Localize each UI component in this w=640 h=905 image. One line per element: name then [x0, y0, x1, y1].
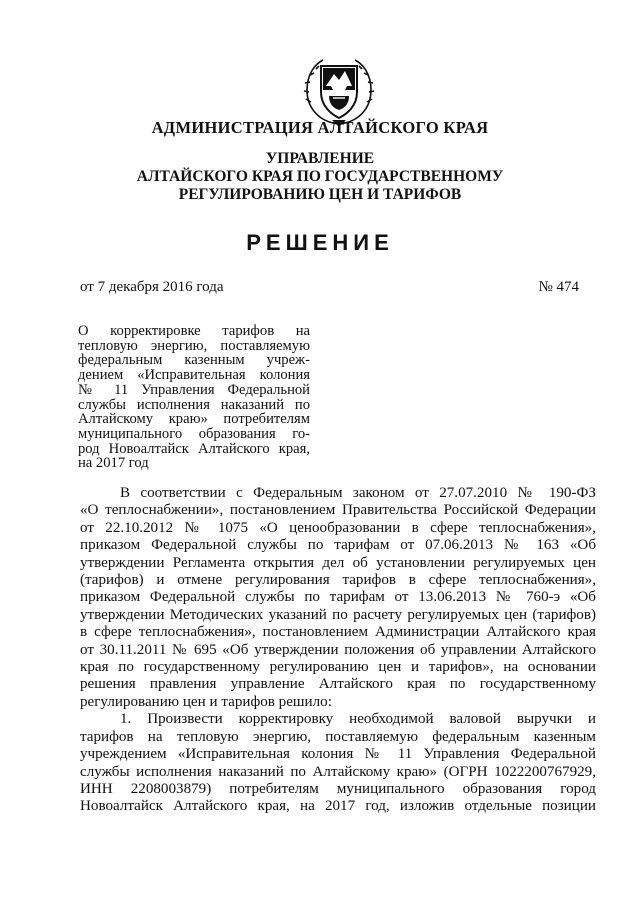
decision-number: № 474: [538, 279, 579, 295]
body-line: 1. Произвести корректировку необходимой валовой выручки и: [120, 711, 596, 728]
subject-line: службы исполнения наказаний по: [78, 396, 310, 413]
body-line: утверждении Регламента открытия дел об установлении регулируемых цен: [80, 554, 596, 571]
subject-line: муниципального образования го-: [78, 425, 310, 442]
body-line: от 30.11.2011 № 695 «Об утверждении положения об управлении Алтайского: [80, 641, 596, 658]
subject-line: федеральным казенным учреж-: [78, 352, 310, 369]
body-line: Новоалтайск Алтайского края, на 2017 год, изложив отдельные позиции: [80, 798, 596, 815]
body-line: В соответствии с Федеральным законом от 27.07.2010 № 190-ФЗ: [120, 485, 596, 501]
coat-of-arms-emblem: [301, 52, 377, 128]
body-line: от 22.10.2012 № 1075 «О ценообразовании в сфере теплоснабжения»,: [80, 519, 596, 536]
body-line: приказом Федеральной службы по тарифам от 07.06.2013 № 163 «Об: [80, 537, 596, 554]
body-line: (тарифов) и отмене регулирования тарифов в сфере теплоснабжения»,: [80, 572, 596, 589]
body-text: [80, 485, 596, 816]
subject-block: [78, 324, 310, 471]
body-line: службы исполнения наказаний по Алтайскому краю» (ОГРН 1022200767929,: [80, 763, 596, 780]
body-line: приказом Федеральной службы по тарифам от 13.06.2013 № 760-э «Об: [80, 589, 596, 606]
document-type-title: РЕШЕНИЕ: [246, 230, 394, 255]
subject-line: О корректировке тарифов на: [78, 323, 310, 339]
department-name: [0, 150, 640, 204]
decision-date: от 7 декабря 2016 года: [80, 279, 224, 295]
body-line: регулированию цен и тарифов решило:: [80, 693, 332, 710]
body-line: «О теплоснабжении», постановлением Правительства Российской Федерации: [80, 502, 596, 519]
subject-line: дением «Исправительная колония: [78, 367, 310, 384]
body-line: утверждении Методических указаний по расчету регулируемых цен (тарифов): [80, 606, 596, 623]
body-line: ИНН 2208003879) потребителям муниципального образования город: [80, 780, 596, 797]
subject-line: тепловую энергию, поставляемую: [78, 337, 310, 354]
body-line: учреждением «Исправительная колония № 11 Управления Федеральной: [80, 746, 596, 763]
subject-line: на 2017 год: [78, 455, 149, 472]
organization-name: АДМИНИСТРАЦИЯ АЛТАЙСКОГО КРАЯ: [151, 118, 489, 137]
department-line: АЛТАЙСКОГО КРАЯ ПО ГОСУДАРСТВЕННОМУ: [136, 168, 504, 185]
body-line: края по государственному регулированию цен и тарифов», на основании: [80, 659, 596, 676]
subject-line: № 11 Управления Федеральной: [78, 381, 310, 398]
body-line: решения правления управление Алтайского края по государственному: [80, 676, 596, 693]
body-line: в сфере теплоснабжения», постановлением Администрации Алтайского края: [80, 624, 596, 641]
department-line: РЕГУЛИРОВАНИЮ ЦЕН И ТАРИФОВ: [178, 186, 462, 203]
subject-line: Алтайскому краю» потребителям: [78, 411, 310, 428]
body-line: тарифов на тепловую энергию, поставляемую федеральным казенным: [80, 728, 596, 745]
department-line: УПРАВЛЕНИЕ: [265, 150, 375, 167]
subject-line: род Новоалтайск Алтайского края,: [78, 440, 310, 457]
